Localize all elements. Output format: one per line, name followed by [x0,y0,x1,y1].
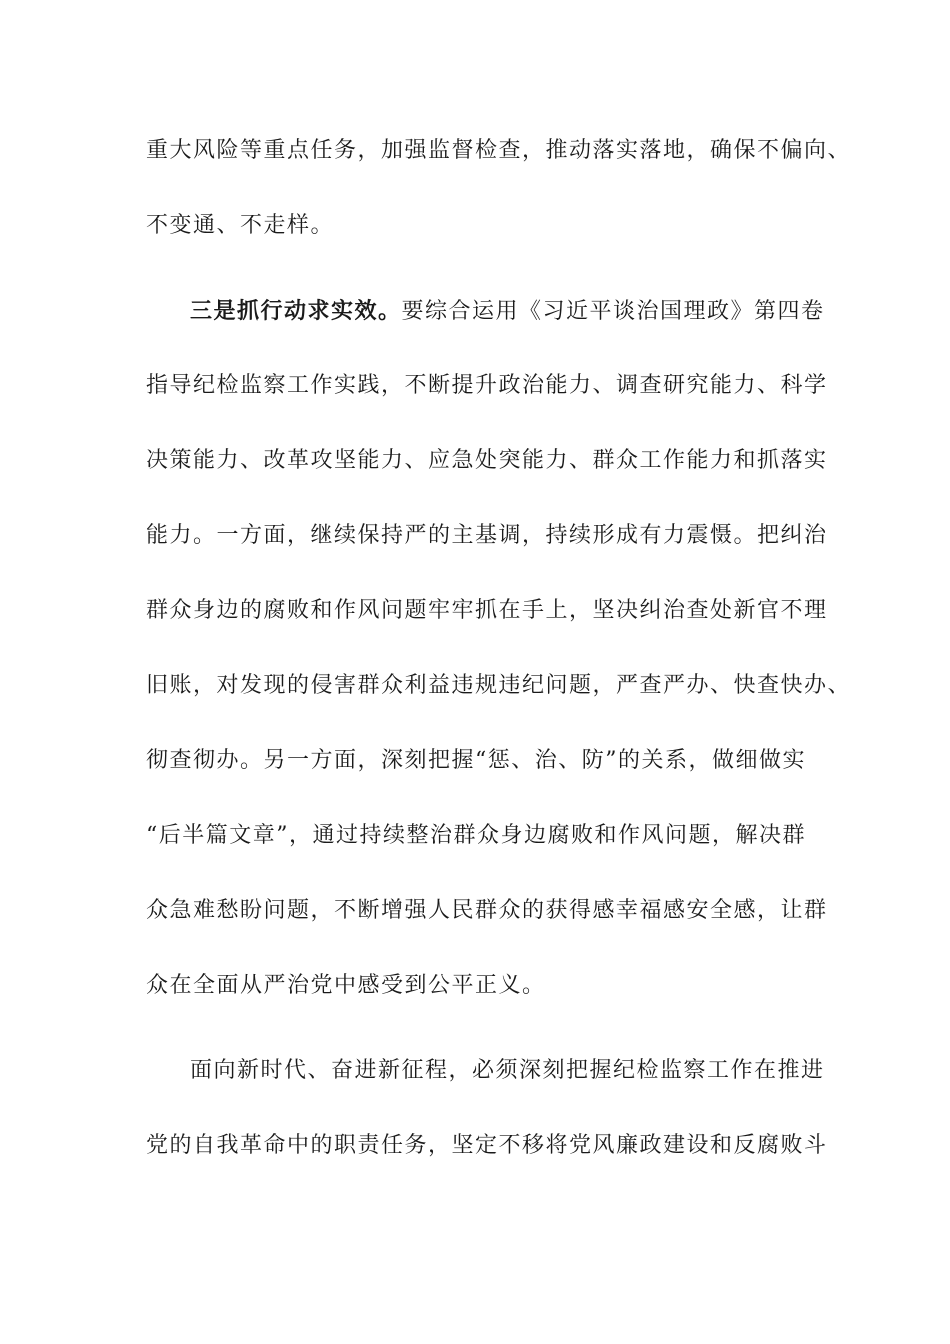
text-line: “后半篇文章”，通过持续整治群众身边腐败和作风问题，解决群 [146,823,806,848]
text-span: 要综合运用《习近平谈治国理政》第四卷 [401,299,825,324]
bold-lead-heading: 三是抓行动求实效。 [190,298,402,324]
text-line: 旧账，对发现的侵害群众利益违规违纪问题，严查严办、快查快办、 [146,673,852,698]
paragraph-first-line [190,296,825,327]
text-line: 不变通、不走样。 [146,213,335,238]
text-line: 党的自我革命中的职责任务，坚定不移将党风廉政建设和反腐败斗 [146,1133,828,1158]
paragraph-first-line: 面向新时代、奋进新征程，必须深刻把握纪检监察工作在推进 [190,1058,825,1083]
text-line: 众急难愁盼问题，不断增强人民群众的获得感幸福感安全感，让群 [146,898,828,923]
text-line: 重大风险等重点任务，加强监督检查，推动落实落地，确保不偏向、 [146,138,852,163]
text-line: 彻查彻办。另一方面，深刻把握“惩、治、防”的关系，做细做实 [146,748,806,773]
text-line: 能力。一方面，继续保持严的主基调，持续形成有力震慑。把纠治 [146,523,828,548]
text-line: 决策能力、改革攻坚能力、应急处突能力、群众工作能力和抓落实 [146,448,828,473]
text-line: 指导纪检监察工作实践，不断提升政治能力、调查研究能力、科学 [146,373,828,398]
text-line: 众在全面从严治党中感受到公平正义。 [146,973,546,998]
text-line: 群众身边的腐败和作风问题牢牢抓在手上，坚决纠治查处新官不理 [146,598,828,623]
